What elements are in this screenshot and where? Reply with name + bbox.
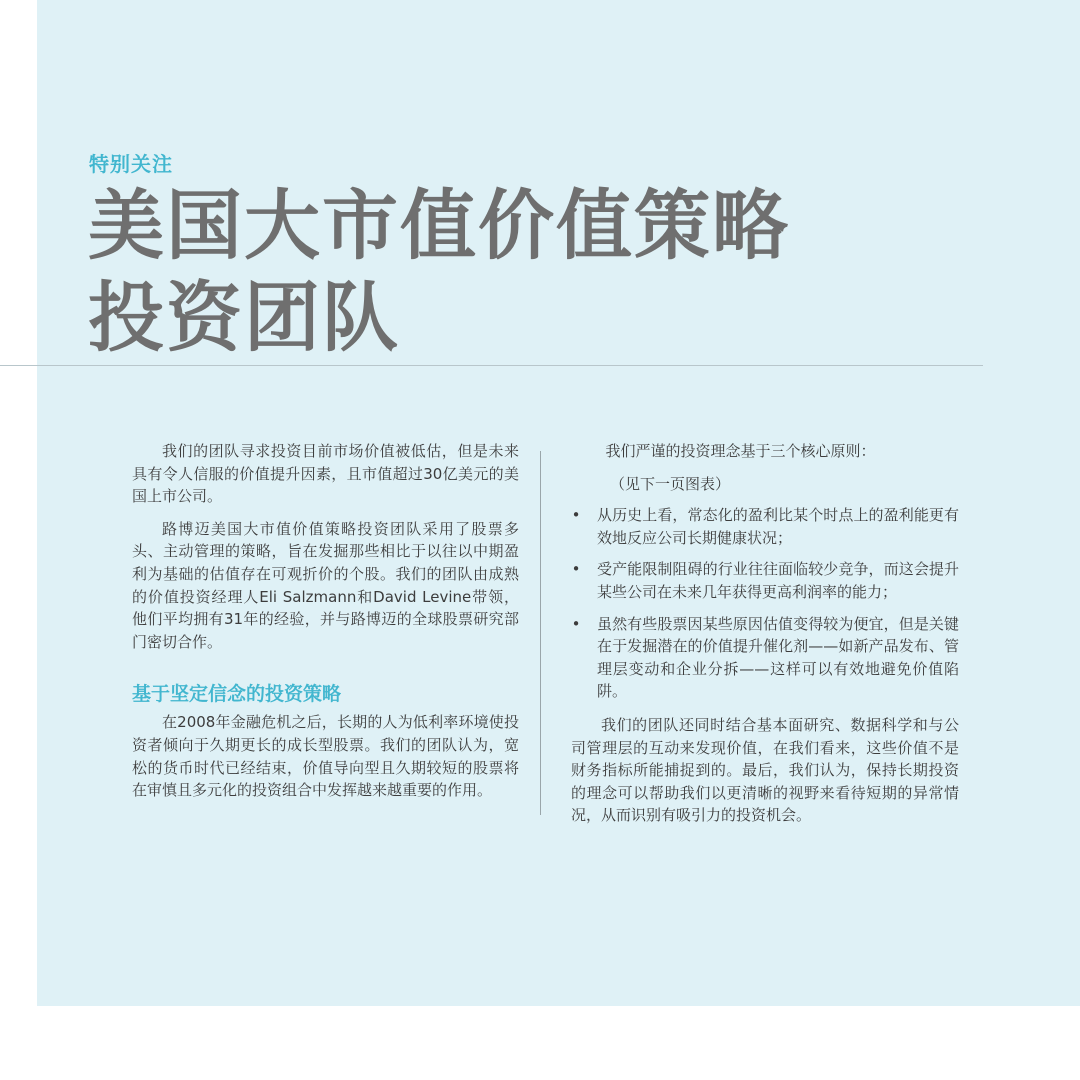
list-item	[571, 558, 959, 603]
closing-paragraph: 我们的团队还同时结合基本面研究、数据科学和与公司管理层的互动来发现价值，在我们看来，这些价值不是财务指标所能捕捉到的。最后，我们认为，保持长期投资的理念可以帮助我们以更清晰的视野来看待短期的异常情况，从而识别有吸引力的投资机会。	[571, 715, 959, 825]
principles-intro: 我们严谨的投资理念基于三个核心原则：	[605, 442, 876, 460]
page-title-line-1: 美国大市值价值策略	[88, 181, 790, 270]
list-item	[571, 504, 959, 549]
column-divider	[540, 451, 541, 815]
chart-reference-note: （见下一页图表）	[610, 474, 731, 493]
right-column	[571, 440, 959, 837]
list-item-text: 从历史上看，常态化的盈利比某个时点上的盈利能更有效地反应公司长期健康状况；	[597, 506, 959, 547]
section-subheading: 基于坚定信念的投资策略	[132, 683, 342, 706]
bullet-icon: •	[571, 506, 581, 525]
section-paragraph: 在2008年金融危机之后，长期的人为低利率环境使投资者倾向于久期更长的成长型股票。我们的团队认为，宽松的货币时代已经结束，价值导向型且久期较短的股票将在审慎且多元化的投资组合中发挥越来越重要的作用。	[132, 713, 519, 800]
page-title-line-2: 投资团队	[88, 273, 400, 362]
bullet-icon: •	[571, 560, 581, 579]
section-eyebrow: 特别关注	[89, 152, 173, 176]
left-paragraph-1: 我们的团队寻求投资目前市场价值被低估，但是未来具有令人信服的价值提升因素，且市值超过30亿美元的美国上市公司。	[132, 442, 519, 506]
page-title	[88, 180, 790, 364]
bullet-icon: •	[571, 614, 581, 633]
list-item-text: 受产能限制阻碍的行业往往面临较少竞争，而这会提升某些公司在未来几年获得更高利润率的能力；	[597, 560, 959, 601]
list-item	[571, 613, 959, 703]
list-item-text: 虽然有些股票因某些原因估值变得较为便宜，但是关键在于发掘潜在的价值提升催化剂——如新产品发布、管理层变动和企业分拆——这样可以有效地避免价值陷阱。	[597, 614, 959, 701]
title-divider	[0, 365, 983, 366]
left-column	[132, 440, 519, 812]
left-paragraph-2: 路博迈美国大市值价值策略投资团队采用了股票多头、主动管理的策略，旨在发掘那些相比于以往以中期盈利为基础的估值存在可观折价的个股。我们的团队由成熟的价值投资经理人Eli Salzmann和David Levine带领，他们平均拥有31年的经验，并与路博迈的全球股票研究部门密切合作。	[132, 519, 519, 651]
principles-list	[571, 504, 959, 703]
